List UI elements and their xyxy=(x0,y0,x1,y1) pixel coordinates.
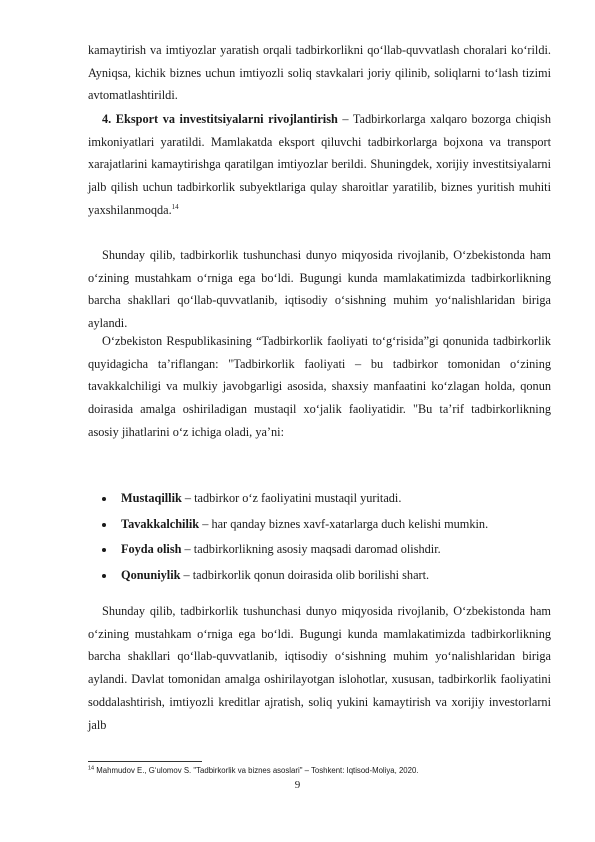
list-item xyxy=(88,563,551,589)
list-item xyxy=(88,537,551,563)
bullet-icon xyxy=(102,497,106,501)
bullet-term: Foyda olish xyxy=(121,542,182,557)
paragraph-2-text: – Tadbirkorlarga xalqaro bozorga chiqish imkoniyatlari yaratildi. Mamlakatda eksport qiluvchi tadbirkorlarga bojxona va transport xarajatlarini kamaytirishga qaratilgan imtiyozlar berildi. Shuningdek, xorijiy investitsiyalarni jalb qilish uchun tadbirkorlik subyektlariga qulay sharoitlar yaratilib, biznes yuritish muhiti yaxshilanmoqda. xyxy=(88,112,551,217)
bullet-description: – tadbirkorlikning asosiy maqsadi daromad olishdir. xyxy=(181,542,441,557)
paragraph-5: Shunday qilib, tadbirkorlik tushunchasi dunyo miqyosida rivojlanib, O‘zbekistonda ham o‘zining mustahkam o‘rniga ega bo‘ldi. Bugungi kunda mamlakatimizda tadbirkorlikning barcha shakllari qo‘llab-quvvatlanib, iqtisodiy o‘sishning muhim yo‘nalishlaridan biriga aylandi. Davlat tomonidan amalga oshirilayotgan islohotlar, xususan, tadbirkorlik faoliyatini soddalashtirish, imtiyozli kreditlar ajratish, soliq yukini kamaytirish va xorijiy investorlarni jalb xyxy=(88,604,551,732)
bullet-icon xyxy=(102,574,106,578)
bullet-description: – har qanday biznes xavf-xatarlarga duch kelishi mumkin. xyxy=(199,516,489,531)
bullet-list xyxy=(88,486,551,589)
bullet-icon xyxy=(102,523,106,527)
footnote-number: 14 xyxy=(88,765,95,772)
list-item xyxy=(88,512,551,538)
footnote-ref[interactable]: 14 xyxy=(171,202,179,211)
bullet-term: Mustaqillik xyxy=(121,491,182,505)
bullet-term: Qonuniylik xyxy=(121,568,181,583)
footnote-divider xyxy=(88,761,202,762)
paragraph-4: O‘zbekiston Respublikasining “Tadbirkorlik faoliyati to‘g‘risida”gi qonunida tadbirkorlik quyidagicha ta’riflangan: "Tadbirkorlik faoliyati – bu tadbirkor tomonidan o‘zining tavakkalchiligi va mulkiy javobgarligi asosida, shaxsiy manfaatini ko‘zlagan holda, qonun doirasida amalga oshiriladigan mustaqil xo‘jalik faoliyatidir. "Bu ta’rif tadbirkorlikning asosiy jihatlarini o‘z ichiga oladi, ya’ni: xyxy=(88,334,551,439)
bullet-term: Tavakkalchilik xyxy=(121,516,200,531)
footnote-text: Mahmudov E., G‘ulomov S. "Tadbirkorlik va biznes asoslari" – Toshkent: Iqtisod-Moliya, 2020. xyxy=(94,766,419,775)
bullet-description: – tadbirkor o‘z faoliyatini mustaqil yuritadi. xyxy=(181,491,402,505)
footnote xyxy=(88,766,558,776)
section-heading-export-investment: 4. Eksport va investitsiyalarni rivojlantirish xyxy=(102,112,338,126)
bullet-description: – tadbirkorlik qonun doirasida olib borilishi shart. xyxy=(180,568,430,583)
paragraph-3: Shunday qilib, tadbirkorlik tushunchasi dunyo miqyosida rivojlanib, O‘zbekistonda ham o‘zining mustahkam o‘rniga ega bo‘ldi. Bugungi kunda mamlakatimizda tadbirkorlikning barcha shakllari qo‘llab-quvvatlanib, iqtisodiy o‘sishning muhim yo‘nalishlaridan biriga aylandi. xyxy=(88,248,551,331)
bullet-icon xyxy=(102,548,106,552)
paragraph-2 xyxy=(88,108,551,222)
list-item xyxy=(88,486,551,512)
page-number: 9 xyxy=(294,779,301,791)
paragraph-1: kamaytirish va imtiyozlar yaratish orqali tadbirkorlikni qo‘llab-quvvatlash choralari ko‘rildi. Ayniqsa, kichik biznes uchun imtiyozli soliq stavkalari joriy qilinib, soliqlarni to‘lash tizimi avtomatlashtirildi. xyxy=(88,43,551,103)
